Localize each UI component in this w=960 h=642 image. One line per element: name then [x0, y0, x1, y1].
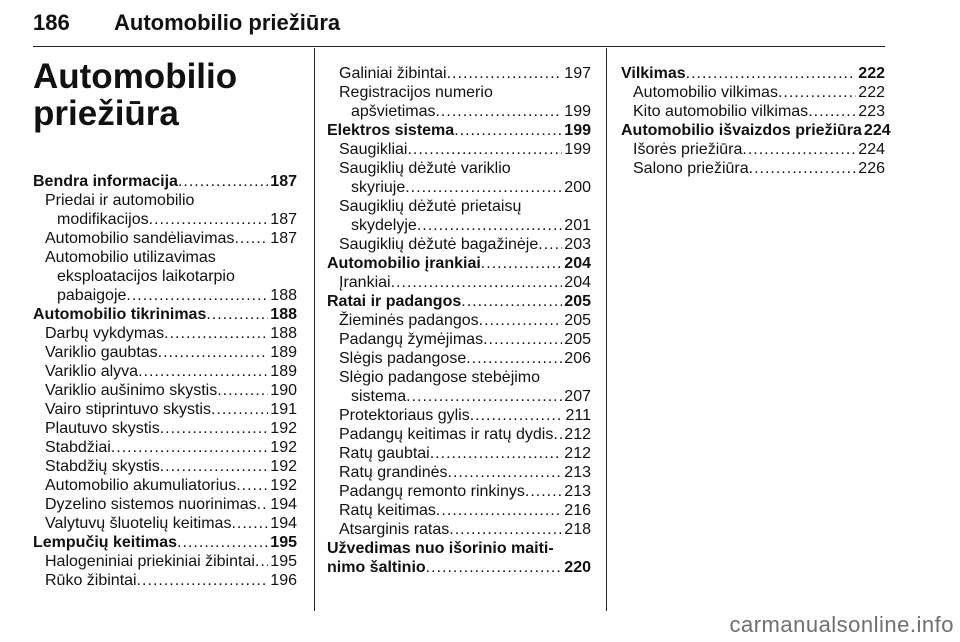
leader-dots [778, 83, 856, 102]
toc-entry[interactable] [33, 324, 297, 343]
leader-dots [461, 292, 562, 311]
toc-entry-label: Padangų remonto rinkinys [339, 483, 525, 500]
toc-entry[interactable] [327, 311, 591, 330]
toc-entry-label: Ratų grandinės [339, 464, 448, 481]
toc-entry-label: sistema [351, 388, 407, 405]
toc-page-number: 192 [270, 458, 297, 475]
toc-entry[interactable] [327, 330, 591, 349]
toc-entry-label: Plautuvo skystis [45, 420, 160, 437]
toc-page-number: 200 [564, 179, 591, 196]
toc-section-entry[interactable] [33, 172, 297, 191]
toc-entry-label: Stabdžiai [45, 439, 111, 456]
toc-section-label: Automobilio išvaizdos priežiūra [621, 122, 862, 139]
toc-section-label: Automobilio tikrinimas [33, 306, 207, 323]
toc-entry-line[interactable] [33, 248, 297, 267]
toc-entry-label: skyriuje [351, 179, 406, 196]
toc-section-label: Elektros sistema [327, 122, 455, 139]
toc-entry[interactable] [621, 83, 885, 102]
leader-dots [138, 362, 268, 381]
running-header-title: Automobilio priežiūra [114, 10, 341, 35]
leader-dots [742, 140, 856, 159]
toc-entry[interactable] [327, 64, 591, 83]
toc-page-number: 189 [270, 363, 297, 380]
toc-section-label: Bendra informacija [33, 173, 178, 190]
toc-entry[interactable] [621, 140, 885, 159]
toc-page-number: 189 [270, 344, 297, 361]
toc-entry[interactable] [327, 349, 591, 368]
page-header [33, 10, 885, 44]
toc-page-number: 199 [564, 141, 591, 158]
toc-entry-label: Saugiklių dėžutė prietaisų [339, 198, 522, 215]
toc-page-number: 220 [564, 559, 591, 576]
toc-column-1 [33, 172, 297, 590]
toc-entry[interactable] [33, 400, 297, 419]
toc-page-number: 218 [564, 521, 591, 538]
toc-entry[interactable] [327, 140, 591, 159]
toc-entry-label: modifikacijos [57, 211, 149, 228]
toc-entry-label: Galiniai žibintai [339, 65, 447, 82]
toc-entry[interactable] [327, 501, 591, 520]
toc-entry[interactable] [33, 419, 297, 438]
toc-section-label: nimo šaltinio [327, 559, 426, 576]
leader-dots [426, 558, 563, 577]
leader-dots [211, 400, 268, 419]
toc-section-entry[interactable] [33, 533, 297, 552]
toc-page-number: 205 [564, 331, 591, 348]
toc-entry-label: Slėgis padangose [339, 350, 467, 367]
toc-entry[interactable] [327, 273, 591, 292]
toc-section-entry[interactable] [327, 121, 591, 140]
toc-page-number: 195 [270, 553, 297, 570]
toc-page-number: 188 [270, 306, 297, 323]
toc-page-number: 194 [270, 515, 297, 532]
toc-entry[interactable] [327, 482, 591, 501]
toc-entry-label: Dyzelino sistemos nuorinimas [45, 496, 257, 513]
toc-entry[interactable] [327, 406, 591, 425]
toc-entry-line[interactable] [33, 191, 297, 210]
toc-entry[interactable] [327, 216, 591, 235]
leader-dots [454, 121, 562, 140]
toc-entry-label: Padangų keitimas ir ratų dydis [339, 426, 554, 443]
toc-section-label: Ratai ir padangos [327, 293, 462, 310]
toc-page-number: 223 [858, 103, 885, 120]
leader-dots [466, 349, 562, 368]
leader-dots [479, 311, 563, 330]
toc-page-number: 192 [270, 439, 297, 456]
toc-entry[interactable] [33, 381, 297, 400]
toc-page-number: 187 [270, 230, 297, 247]
toc-page-number: 211 [565, 407, 591, 424]
leader-dots [749, 159, 857, 178]
toc-page-number: 212 [564, 426, 591, 443]
toc-section-entry[interactable] [621, 64, 885, 83]
leader-dots [686, 64, 857, 83]
toc-entry-line[interactable] [33, 267, 297, 286]
chapter-title [33, 58, 237, 132]
leader-dots [525, 482, 562, 501]
leader-dots [417, 216, 562, 235]
leader-dots [164, 324, 268, 343]
toc-page-number: 190 [270, 382, 297, 399]
toc-entry-label: Darbų vykdymas [45, 325, 165, 342]
leader-dots [481, 254, 563, 273]
leader-dots [538, 235, 562, 254]
toc-entry[interactable] [327, 387, 591, 406]
leader-dots [111, 438, 268, 457]
toc-page-number: 224 [858, 141, 885, 158]
watermark: carmanualsonline.info [729, 612, 954, 637]
toc-entry-label: Registracijos numerio [339, 84, 493, 101]
toc-entry[interactable] [621, 159, 885, 178]
leader-dots [430, 444, 563, 463]
toc-column-3 [621, 64, 891, 178]
toc-entry-label: Slėgio padangose stebėjimo [339, 369, 541, 386]
toc-entry-label: pabaigoje [57, 287, 127, 304]
toc-entry[interactable] [33, 343, 297, 362]
toc-entry[interactable] [33, 286, 297, 305]
toc-entry-label: skydelyje [351, 217, 417, 234]
toc-entry[interactable] [33, 476, 297, 495]
toc-entry[interactable] [33, 495, 297, 514]
toc-entry-label: Rūko žibintai [45, 572, 137, 589]
toc-page-number: 216 [564, 502, 591, 519]
toc-page-number: 205 [564, 312, 591, 329]
toc-entry-label: Saugiklių dėžutė bagažinėje [339, 236, 539, 253]
leader-dots [126, 286, 268, 305]
leader-dots [553, 425, 562, 444]
leader-dots [231, 514, 268, 533]
toc-entry[interactable] [621, 102, 885, 121]
toc-entry-label: Ratų gaubtai [339, 445, 430, 462]
chapter-title-line: Automobilio [33, 57, 238, 96]
toc-entry-label: eksploatacijos laikotarpio [57, 268, 235, 285]
toc-entry-label: Automobilio utilizavimas [45, 249, 216, 266]
column-divider [314, 48, 315, 611]
toc-entry[interactable] [327, 425, 591, 444]
toc-entry-label: Stabdžių skystis [45, 458, 160, 475]
toc-section-label: Užvedimas nuo išorinio maiti- [327, 540, 554, 557]
leader-dots [406, 387, 562, 406]
toc-page-number: 226 [858, 160, 885, 177]
toc-section-entry[interactable] [327, 558, 591, 577]
toc-section-entry[interactable] [621, 121, 891, 140]
toc-page-number: 206 [564, 350, 591, 367]
toc-page-number: 192 [270, 477, 297, 494]
toc-section-line[interactable] [327, 539, 591, 558]
leader-dots [808, 102, 856, 121]
toc-page-number: 194 [270, 496, 297, 513]
toc-section-label: Vilkimas [621, 65, 686, 82]
header-rule [33, 46, 885, 47]
chapter-title-line: priežiūra [33, 94, 179, 133]
toc-entry[interactable] [33, 571, 297, 590]
toc-entry-label: Vairo stiprintuvo skystis [45, 401, 211, 418]
toc-page-number: 222 [858, 84, 885, 101]
leader-dots [178, 172, 268, 191]
toc-entry[interactable] [33, 229, 297, 248]
leader-dots [448, 463, 563, 482]
leader-dots [217, 381, 268, 400]
toc-entry[interactable] [327, 444, 591, 463]
toc-page-number: 192 [270, 420, 297, 437]
toc-page-number: 188 [270, 287, 297, 304]
leader-dots [236, 476, 268, 495]
toc-entry[interactable] [327, 235, 591, 254]
toc-entry[interactable] [33, 552, 297, 571]
toc-entry-line[interactable] [327, 159, 591, 178]
toc-section-entry[interactable] [327, 292, 591, 311]
toc-entry-label: Išorės priežiūra [633, 141, 743, 158]
toc-entry[interactable] [33, 438, 297, 457]
toc-page-number: 199 [564, 122, 591, 139]
toc-entry-label: Įrankiai [339, 274, 391, 291]
leader-dots [257, 495, 269, 514]
toc-entry-label: Variklio aušinimo skystis [45, 382, 218, 399]
toc-page-number: 196 [270, 572, 297, 589]
toc-page-number: 203 [564, 236, 591, 253]
toc-page-number: 224 [863, 122, 891, 139]
toc-page-number: 212 [564, 445, 591, 462]
leader-dots [255, 552, 268, 571]
toc-page-number: 205 [564, 293, 591, 310]
toc-entry-label: apšvietimas [351, 103, 436, 120]
toc-page-number: 191 [270, 401, 297, 418]
toc-entry[interactable] [327, 520, 591, 539]
toc-section-entry[interactable] [327, 254, 591, 273]
toc-entry-label: Salono priežiūra [633, 160, 749, 177]
toc-page-number: 197 [564, 65, 591, 82]
toc-section-label: Lempučių keitimas [33, 534, 178, 551]
toc-entry-label: Kito automobilio vilkimas [633, 103, 809, 120]
toc-column-2 [327, 64, 591, 577]
toc-entry-label: Žieminės padangos [339, 312, 479, 329]
toc-entry[interactable] [33, 362, 297, 381]
toc-entry[interactable] [327, 178, 591, 197]
toc-entry-label: Ratų keitimas [339, 502, 436, 519]
leader-dots [206, 305, 268, 324]
toc-page-number: 199 [564, 103, 591, 120]
toc-page-number: 213 [564, 464, 591, 481]
toc-entry-label: Padangų žymėjimas [339, 331, 484, 348]
toc-entry-label: Protektoriaus gylis [339, 407, 470, 424]
toc-entry-label: Variklio gaubtas [45, 344, 158, 361]
toc-entry-line[interactable] [327, 83, 591, 102]
toc-page-number: 213 [564, 483, 591, 500]
toc-entry[interactable] [33, 210, 297, 229]
toc-page-number: 187 [270, 173, 297, 190]
leader-dots [158, 343, 269, 362]
toc-entry-label: Atsarginis ratas [339, 521, 450, 538]
toc-entry[interactable] [33, 457, 297, 476]
leader-dots [160, 457, 269, 476]
toc-entry-label: Valytuvų šluotelių keitimas [45, 515, 232, 532]
toc-entry-label: Automobilio sandėliavimas [45, 230, 235, 247]
leader-dots [160, 419, 269, 438]
leader-dots [407, 140, 562, 159]
toc-page-number: 201 [564, 217, 591, 234]
toc-entry-label: Automobilio vilkimas [633, 84, 778, 101]
toc-page-number: 207 [564, 388, 591, 405]
leader-dots [177, 533, 268, 552]
toc-entry[interactable] [327, 463, 591, 482]
toc-page-number: 204 [564, 274, 591, 291]
toc-page-number: 187 [270, 211, 297, 228]
toc-entry[interactable] [327, 102, 591, 121]
toc-entry-label: Halogeniniai priekiniai žibintai [45, 553, 255, 570]
toc-page-number: 188 [270, 325, 297, 342]
leader-dots [137, 571, 269, 590]
toc-entry-line[interactable] [327, 368, 591, 387]
leader-dots [234, 229, 268, 248]
leader-dots [405, 178, 562, 197]
toc-section-label: Automobilio įrankiai [327, 255, 481, 272]
toc-entry-label: Priedai ir automobilio [45, 192, 195, 209]
page-number: 186 [33, 10, 70, 35]
leader-dots [436, 501, 562, 520]
toc-entry[interactable] [33, 514, 297, 533]
column-divider [606, 48, 607, 611]
leader-dots [391, 273, 563, 292]
toc-entry-label: Variklio alyva [45, 363, 139, 380]
toc-entry-label: Saugikliai [339, 141, 408, 158]
toc-section-entry[interactable] [33, 305, 297, 324]
toc-entry-line[interactable] [327, 197, 591, 216]
toc-page-number: 222 [858, 65, 885, 82]
toc-entry-label: Automobilio akumuliatorius [45, 477, 237, 494]
leader-dots [449, 520, 562, 539]
toc-page-number: 195 [270, 534, 297, 551]
leader-dots [149, 210, 269, 229]
toc-page-number: 204 [564, 255, 591, 272]
leader-dots [447, 64, 563, 83]
leader-dots [435, 102, 562, 121]
leader-dots [470, 406, 564, 425]
leader-dots [483, 330, 562, 349]
toc-entry-label: Saugiklių dėžutė variklio [339, 160, 511, 177]
